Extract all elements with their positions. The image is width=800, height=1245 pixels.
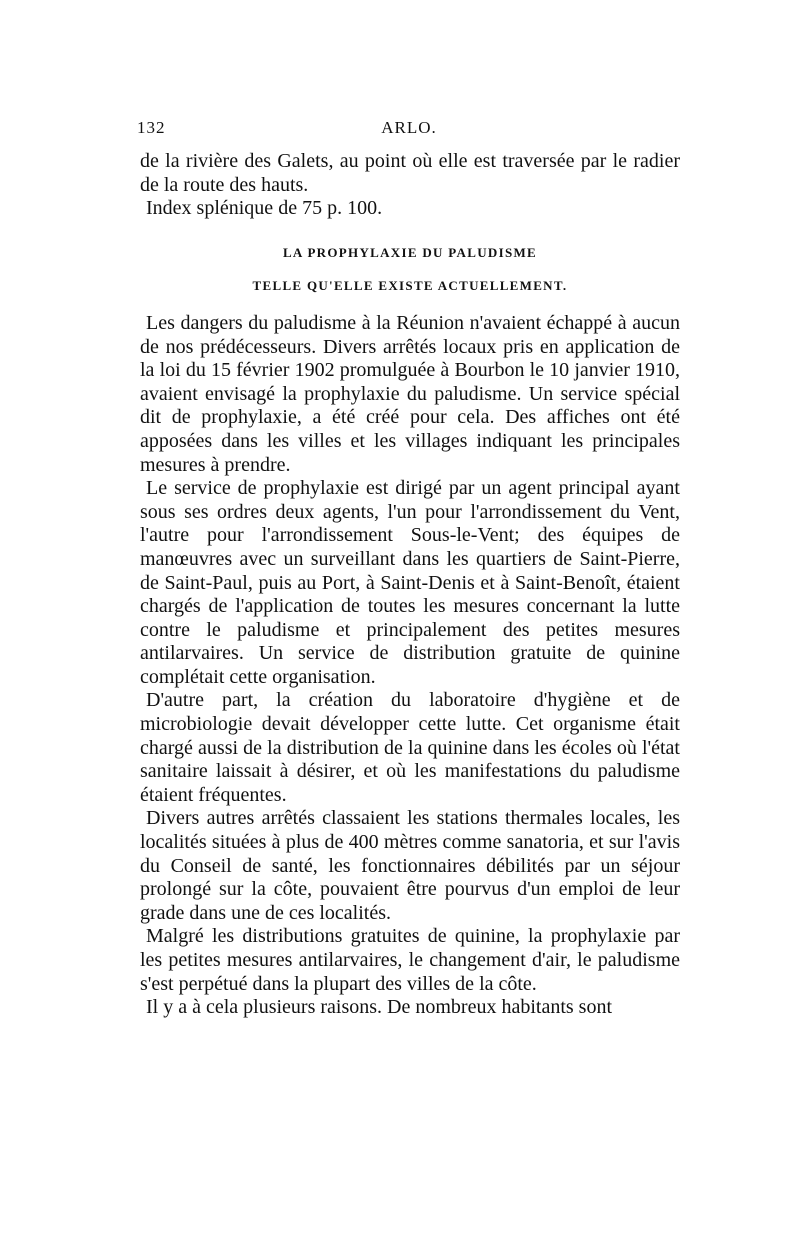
page-number: 132 <box>137 118 166 137</box>
paragraph-6: Il y a à cela plusieurs raisons. De nombreux habitants sont <box>146 996 612 1019</box>
section-heading-line-1: LA PROPHYLAXIE DU PALUDISME <box>282 244 538 260</box>
paragraph-3: D'autre part, la création du laboratoire d'hygiène et de microbiologie devait développer cette lutte. Cet organisme était chargé aussi de la distribution de la quinine dans les écoles où l'état sanitaire laissait à désirer, et où les manifestations du paludisme étaient fréquentes. <box>140 689 680 806</box>
paragraph-5: Malgré les distributions gratuites de quinine, la prophylaxie par les petites mesures antilarvaires, le changement d'air, le paludisme s'est perpétué dans la plupart des villes de la côte. <box>140 925 680 995</box>
running-title: ARLO. <box>381 118 437 137</box>
section-heading-line-2: TELLE QU'ELLE EXISTE ACTUELLEMENT. <box>252 278 568 294</box>
paragraph-1: Les dangers du paludisme à la Réunion n'avaient échappé à aucun de nos prédécesseurs. Divers arrêtés locaux pris en application de la loi du 15 février 1902 promulguée à Bourbon le 10 janvier 1910, avaient envisagé la prophylaxie du paludisme. Un service spécial dit de prophylaxie, a été créé pour cela. Des affiches ont été apposées dans les villes et les villages indiquant les principales mesures à prendre. <box>140 311 680 476</box>
running-head <box>137 118 681 144</box>
paragraph-continued: de la rivière des Galets, au point où elle est traversée par le radier de la route des hauts. <box>140 150 680 196</box>
text-block <box>140 150 680 1020</box>
paragraph-4: Divers autres arrêtés classaient les stations thermales locales, les localités situées à plus de 400 mètres comme sanatoria, et sur l'avis du Conseil de santé, les fonctionnaires débilités par un séjour prolongé sur la côte, pouvaient être pourvus d'un emploi de leur grade dans une de ces localités. <box>140 807 680 924</box>
paragraph-2: Le service de prophylaxie est dirigé par un agent principal ayant sous ses ordres deux agents, l'un pour l'arrondissement du Vent, l'autre pour l'arrondissement Sous-le-Vent; des équipes de manœuvres avec un surveillant dans les quartiers de Saint-Pierre, de Saint-Paul, puis au Port, à Saint-Denis et à Saint-Benoît, étaient chargés de l'application de toutes les mesures concernant la lutte contre le paludisme et principalement des petites mesures antilarvaires. Un service de distribution gratuite de quinine complétait cette organisation. <box>140 477 680 688</box>
index-splenique-line: Index splénique de 75 p. 100. <box>146 197 383 220</box>
